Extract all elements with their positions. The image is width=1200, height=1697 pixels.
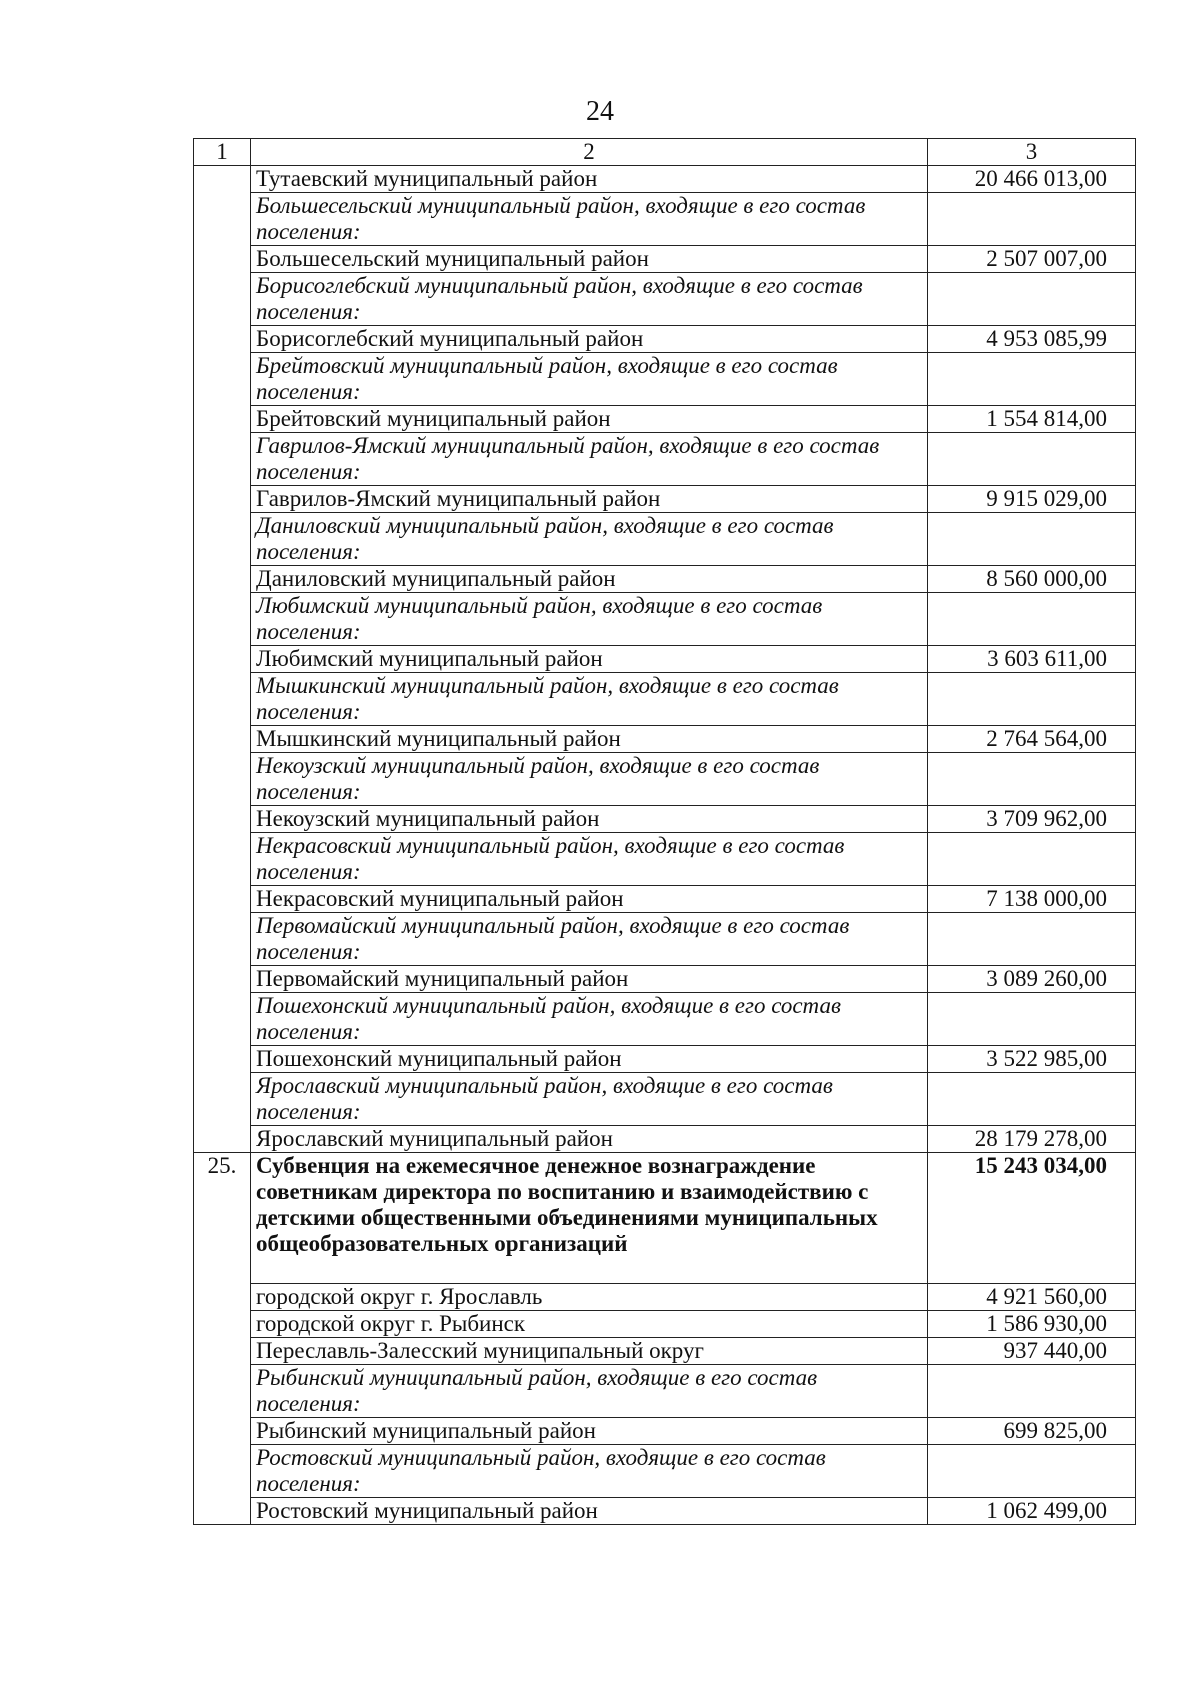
name-cell: Первомайский муниципальный район, входящие в его состав поселения: [251, 913, 928, 966]
name-cell: Некрасовский муниципальный район [251, 886, 928, 913]
table-row [194, 1338, 1136, 1365]
name-cell: Гаврилов-Ямский муниципальный район, входящие в его состав поселения: [251, 433, 928, 486]
group-heading-row [194, 913, 1136, 966]
name-cell: Переславль-Залесский муниципальный округ [251, 1338, 928, 1365]
amount-cell: 3 522 985,00 [928, 1046, 1136, 1073]
row-number-cell [194, 326, 251, 353]
page-number: 24 [586, 96, 614, 127]
amount-cell: 15 243 034,00 [928, 1153, 1136, 1284]
name-cell: Борисоглебский муниципальный район [251, 326, 928, 353]
name-cell: Большесельский муниципальный район, входящие в его состав поселения: [251, 193, 928, 246]
row-number-cell [194, 246, 251, 273]
name-cell: Пошехонский муниципальный район, входящие в его состав поселения: [251, 993, 928, 1046]
group-heading-row [194, 1365, 1136, 1418]
header-col-3: 3 [928, 139, 1136, 166]
name-cell: Тутаевский муниципальный район [251, 166, 928, 193]
name-cell: Брейтовский муниципальный район, входящие в его состав поселения: [251, 353, 928, 406]
amount-cell [928, 1445, 1136, 1498]
group-heading-row [194, 593, 1136, 646]
name-cell: Даниловский муниципальный район, входящие в его состав поселения: [251, 513, 928, 566]
amount-cell: 2 764 564,00 [928, 726, 1136, 753]
row-number-cell [194, 1365, 251, 1418]
amount-cell [928, 593, 1136, 646]
name-cell: Некрасовский муниципальный район, входящие в его состав поселения: [251, 833, 928, 886]
table-header-row [194, 139, 1136, 166]
row-number-cell [194, 673, 251, 726]
table-row [194, 246, 1136, 273]
amount-cell: 3 709 962,00 [928, 806, 1136, 833]
group-heading-row [194, 513, 1136, 566]
name-cell: городской округ г. Ярославль [251, 1284, 928, 1311]
group-heading-row [194, 1445, 1136, 1498]
table-row [194, 1418, 1136, 1445]
name-cell: Некоузский муниципальный район, входящие в его состав поселения: [251, 753, 928, 806]
name-cell: Ростовский муниципальный район, входящие в его состав поселения: [251, 1445, 928, 1498]
name-cell: Ярославский муниципальный район [251, 1126, 928, 1153]
amount-cell [928, 513, 1136, 566]
name-cell: Борисоглебский муниципальный район, входящие в его состав поселения: [251, 273, 928, 326]
row-number-cell [194, 966, 251, 993]
row-number-cell [194, 433, 251, 486]
amount-cell [928, 1073, 1136, 1126]
row-number-cell [194, 993, 251, 1046]
row-number-cell [194, 486, 251, 513]
row-number-cell [194, 806, 251, 833]
name-cell: Даниловский муниципальный район [251, 566, 928, 593]
row-number-cell [194, 406, 251, 433]
name-cell: Пошехонский муниципальный район [251, 1046, 928, 1073]
group-heading-row [194, 273, 1136, 326]
name-cell: Гаврилов-Ямский муниципальный район [251, 486, 928, 513]
row-number-cell [194, 166, 251, 193]
table-row [194, 646, 1136, 673]
group-heading-row [194, 193, 1136, 246]
row-number-cell [194, 1046, 251, 1073]
amount-cell: 4 953 085,99 [928, 326, 1136, 353]
amount-cell: 3 603 611,00 [928, 646, 1136, 673]
amount-cell: 937 440,00 [928, 1338, 1136, 1365]
amount-cell [928, 193, 1136, 246]
group-heading-row [194, 833, 1136, 886]
name-cell: Брейтовский муниципальный район [251, 406, 928, 433]
amount-cell [928, 833, 1136, 886]
name-cell: Рыбинский муниципальный район, входящие в его состав поселения: [251, 1365, 928, 1418]
amount-cell: 4 921 560,00 [928, 1284, 1136, 1311]
row-number-cell [194, 1338, 251, 1365]
amount-cell [928, 753, 1136, 806]
amount-cell: 8 560 000,00 [928, 566, 1136, 593]
row-number-cell [194, 1073, 251, 1126]
row-number-cell [194, 833, 251, 886]
amount-cell: 1 554 814,00 [928, 406, 1136, 433]
row-number-cell [194, 1311, 251, 1338]
table-row [194, 886, 1136, 913]
name-cell: Любимский муниципальный район, входящие в его состав поселения: [251, 593, 928, 646]
row-number-cell [194, 646, 251, 673]
table-row [194, 726, 1136, 753]
row-number-cell [194, 726, 251, 753]
header-col-2: 2 [251, 139, 928, 166]
table-row [194, 406, 1136, 433]
row-number-cell [194, 1445, 251, 1498]
name-cell: Любимский муниципальный район [251, 646, 928, 673]
group-heading-row [194, 993, 1136, 1046]
group-heading-row [194, 433, 1136, 486]
table-row [194, 1126, 1136, 1153]
table-row [194, 1046, 1136, 1073]
amount-cell: 1 062 499,00 [928, 1498, 1136, 1525]
name-cell: Ярославский муниципальный район, входящие в его состав поселения: [251, 1073, 928, 1126]
amount-cell: 7 138 000,00 [928, 886, 1136, 913]
table-row [194, 166, 1136, 193]
table-row [194, 1498, 1136, 1525]
row-number-cell: 25. [194, 1153, 251, 1284]
amount-cell [928, 673, 1136, 726]
row-number-cell [194, 513, 251, 566]
amount-cell [928, 993, 1136, 1046]
name-cell: Мышкинский муниципальный район [251, 726, 928, 753]
table-row [194, 326, 1136, 353]
table-row [194, 1311, 1136, 1338]
row-number-cell [194, 566, 251, 593]
name-cell: Рыбинский муниципальный район [251, 1418, 928, 1445]
name-cell: Мышкинский муниципальный район, входящие в его состав поселения: [251, 673, 928, 726]
amount-cell [928, 273, 1136, 326]
header-col-1: 1 [194, 139, 251, 166]
table-row [194, 1284, 1136, 1311]
row-number-cell [194, 1498, 251, 1525]
row-number-cell [194, 273, 251, 326]
table-row [194, 806, 1136, 833]
amount-cell [928, 1365, 1136, 1418]
group-heading-row [194, 353, 1136, 406]
group-heading-row [194, 753, 1136, 806]
name-cell: Некоузский муниципальный район [251, 806, 928, 833]
amount-cell: 9 915 029,00 [928, 486, 1136, 513]
row-number-cell [194, 913, 251, 966]
amount-cell [928, 353, 1136, 406]
table-row [194, 966, 1136, 993]
name-cell: Большесельский муниципальный район [251, 246, 928, 273]
subvention-row [194, 1153, 1136, 1284]
name-cell: городской округ г. Рыбинск [251, 1311, 928, 1338]
group-heading-row [194, 1073, 1136, 1126]
amount-cell: 3 089 260,00 [928, 966, 1136, 993]
amount-cell: 28 179 278,00 [928, 1126, 1136, 1153]
row-number-cell [194, 1418, 251, 1445]
row-number-cell [194, 886, 251, 913]
amount-cell: 1 586 930,00 [928, 1311, 1136, 1338]
row-number-cell [194, 1284, 251, 1311]
row-number-cell [194, 593, 251, 646]
amount-cell [928, 913, 1136, 966]
row-number-cell [194, 193, 251, 246]
group-heading-row [194, 673, 1136, 726]
name-cell: Первомайский муниципальный район [251, 966, 928, 993]
table-body [194, 139, 1136, 1525]
table-row [194, 486, 1136, 513]
amount-cell: 2 507 007,00 [928, 246, 1136, 273]
row-number-cell [194, 353, 251, 406]
table-row [194, 566, 1136, 593]
amount-cell: 20 466 013,00 [928, 166, 1136, 193]
row-number-cell [194, 753, 251, 806]
amount-cell [928, 433, 1136, 486]
row-number-cell [194, 1126, 251, 1153]
name-cell: Субвенция на ежемесячное денежное вознаграждение советникам директора по воспитанию и взаимодействию с детскими общественными объединениями муниципальных общеобразовательных организаций [251, 1153, 928, 1284]
name-cell: Ростовский муниципальный район [251, 1498, 928, 1525]
amount-cell: 699 825,00 [928, 1418, 1136, 1445]
budget-table [193, 138, 1136, 1525]
